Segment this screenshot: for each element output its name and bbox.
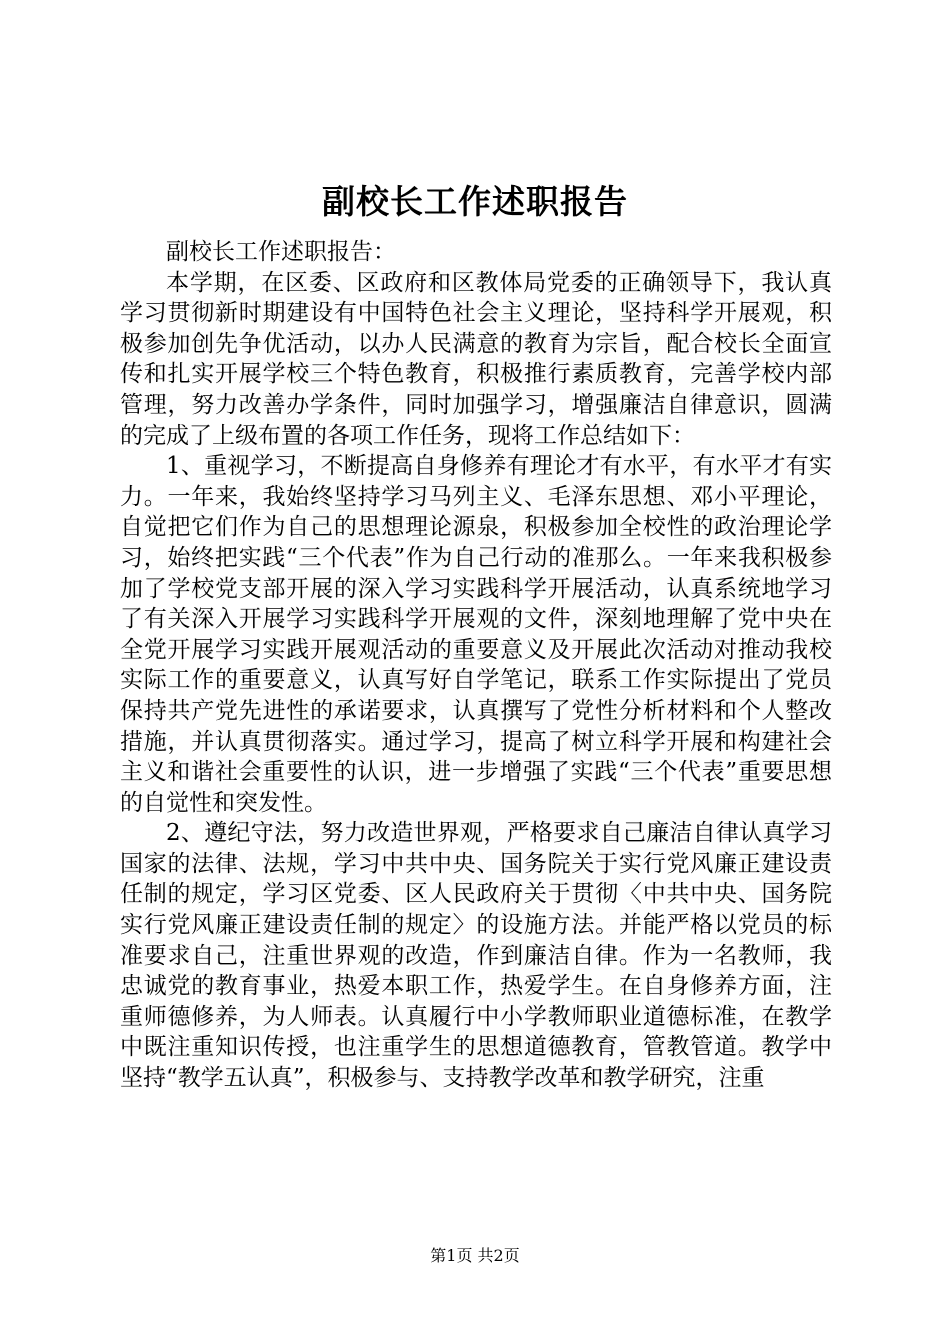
page-title: 副校长工作述职报告 (322, 182, 628, 221)
paragraph-intro: 本学期，在区委、区政府和区教体局党委的正确领导下，我认真学习贯彻新时期建设有中国特色社会主义理论，坚持科学开展观，积极参加创先争优活动，以办人民满意的教育为宗旨，配合校长全面宣传和扎实开展学校三个特色教育，积极推行素质教育，完善学校内部管理，努力改善办学条件，同时加强学习，增强廉洁自律意识，圆满的完成了上级布置的各项工作任务，现将工作总结如下： (120, 269, 832, 449)
paragraph-section-1: 1、重视学习，不断提高自身修养有理论才有水平，有水平才有实力。一年来，我始终坚持学习马列主义、毛泽东思想、邓小平理论，自觉把它们作为自己的思想理论源泉，积极参加全校性的政治理论学习，始终把实践“三个代表”作为自己行动的准那么。一年来我积极参加了学校党支部开展的深入学习实践科学开展活动，认真系统地学习了有关深入开展学习实践科学开展观的文件，深刻地理解了党中央在全党开展学习实践开展观活动的重要意义及开展此次活动对推动我校实际工作的重要意义，认真写好自学笔记，联系工作实际提出了党员保持共产党先进性的承诺要求，认真撰写了党性分析材料和个人整改措施，并认真贯彻落实。通过学习，提高了树立科学开展和构建社会主义和谐社会重要性的认识，进一步增强了实践“三个代表”重要思想的自觉性和突发性。 (120, 453, 832, 816)
document-body (120, 237, 832, 1094)
paragraph-section-2: 2、遵纪守法，努力改造世界观，严格要求自己廉洁自律认真学习国家的法律、法规，学习中共中央、国务院关于实行党风廉正建设责任制的规定，学习区党委、区人民政府关于贯彻〈中共中央、国务院实行党风廉正建设责任制的规定〉的设施方法。并能严格以党员的标准要求自己，注重世界观的改造，作到廉洁自律。作为一名教师，我忠诚党的教育事业，热爱本职工作，热爱学生。在自身修养方面，注重师德修养，为人师表。认真履行中小学教师职业道德标准，在教学中既注重知识传授，也注重学生的思想道德教育，管教管道。教学中坚持“教学五认真”，积极参与、支持教学改革和教学研究，注重 (120, 820, 832, 1092)
paragraph-salutation: 副校长工作述职报告： (166, 239, 396, 265)
page-footer-page-number: 第1页 共2页 (430, 1246, 520, 1265)
